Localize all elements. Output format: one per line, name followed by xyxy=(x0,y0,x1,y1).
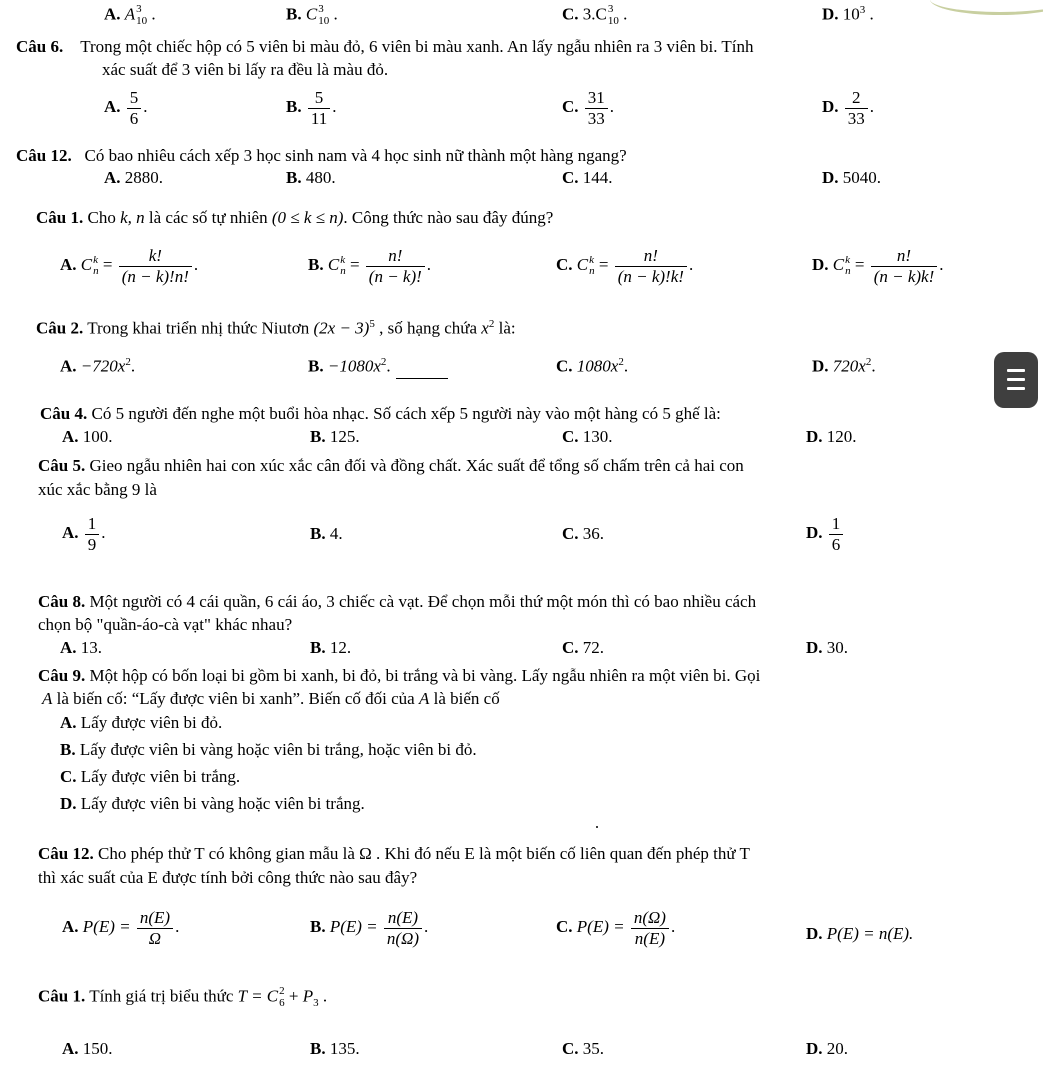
q6-option-c[interactable]: C. $\frac{31}{33}$ . xyxy=(562,88,615,128)
q8-option-a[interactable]: A. 13. xyxy=(60,638,103,657)
q12a-question: Câu 12. Có bao nhiêu cách xếp 3 học sinh nam và 4 học sinh nữ thành một hàng ngang? xyxy=(16,146,627,165)
q4-option-d[interactable]: D. 120. xyxy=(806,427,857,446)
q6-option-b[interactable]: B. $\frac{5}{11}$ . xyxy=(286,88,337,128)
q6-option-d[interactable]: D. $\frac{2}{33}$ . xyxy=(822,88,875,128)
stray-dot xyxy=(596,826,598,828)
q5-question: Câu 5. Gieo ngẫu nhiên hai con xúc xắc cân đối và đồng chất. Xác suất để tổng số chấm trên cả hai con xyxy=(38,456,744,475)
top-option-d: D. $10^3$ . xyxy=(822,4,874,24)
q1a-question: Câu 1. Cho k, n là các số tự nhiên (0 ≤ k ≤ n). Công thức nào sau đây đúng? xyxy=(36,208,554,227)
q1a-option-b[interactable]: B. C k n = $\frac{n!}{(n - k)!}$ . xyxy=(308,246,432,286)
underline-mark xyxy=(396,378,448,379)
q12a-option-d[interactable]: D. 5040. xyxy=(822,168,882,187)
q8-option-c[interactable]: C. 72. xyxy=(562,638,605,657)
top-option-a: A. A 3 10 . xyxy=(104,3,156,27)
menu-icon[interactable] xyxy=(994,352,1038,408)
q12b-question-line2: thì xác suất của E được tính bởi công thức nào sau đây? xyxy=(38,868,418,887)
q12b-option-b[interactable]: B. P(E) = $\frac{n(E)}{n(\Omega)}$ . xyxy=(310,908,429,948)
q2-option-c[interactable]: C. $1080x^2$. xyxy=(556,356,629,376)
q12b-option-a[interactable]: A. P(E) = $\frac{n(E)}{\Omega}$ . xyxy=(62,908,180,948)
q4-question: Câu 4. Có 5 người đến nghe một buổi hòa nhạc. Số cách xếp 5 người này vào một hàng có 5 ghế là: xyxy=(40,404,721,423)
q6-question-line2: xác suất để 3 viên bi lấy ra đều là màu đỏ. xyxy=(102,60,389,79)
q12a-option-b[interactable]: B. 480. xyxy=(286,168,336,187)
q5-option-d[interactable]: D. $\frac{1}{6}$ xyxy=(806,514,845,554)
q1a-option-d[interactable]: D. C k n = $\frac{n!}{(n - k)k!}$ . xyxy=(812,246,944,286)
q8-question: Câu 8. Một người có 4 cái quần, 6 cái áo, 3 chiếc cà vạt. Để chọn mỗi thứ một món thì có bao nhiều cách xyxy=(38,592,757,611)
q4-option-b[interactable]: B. 125. xyxy=(310,427,360,446)
q8-option-d[interactable]: D. 30. xyxy=(806,638,849,657)
q12b-option-c[interactable]: C. P(E) = $\frac{n(\Omega)}{n(E)}$ . xyxy=(556,908,676,948)
q4-option-c[interactable]: C. 130. xyxy=(562,427,613,446)
q8-question-line2: chọn bộ "quần-áo-cà vạt" khác nhau? xyxy=(38,615,293,634)
q2-option-b[interactable]: B. $-1080x^2$. xyxy=(308,356,391,376)
q1b-option-b[interactable]: B. 135. xyxy=(310,1039,360,1058)
q12b-option-d[interactable]: D. P(E) = n(E). xyxy=(806,924,914,943)
q1b-option-c[interactable]: C. 35. xyxy=(562,1039,605,1058)
q2-option-d[interactable]: D. $720x^2$. xyxy=(812,356,876,376)
q2-question: Câu 2. Trong khai triển nhị thức Niutơn $(2x - 3)^5$ , số hạng chứa $x^2$ là: xyxy=(36,318,516,338)
q2-option-a[interactable]: A. $-720x^2$. xyxy=(60,356,136,376)
q9-question: Câu 9. Một hộp có bốn loại bi gồm bi xanh, bi đỏ, bi trắng và bi vàng. Lấy ngẫu nhiên ra một viên bi. Gọi xyxy=(38,666,761,685)
decorative-arc xyxy=(930,0,1043,15)
q12a-option-a[interactable]: A. 2880. xyxy=(104,168,164,187)
q12a-option-c[interactable]: C. 144. xyxy=(562,168,613,187)
q5-question-line2: xúc xắc bằng 9 là xyxy=(38,480,157,499)
q1a-option-a[interactable]: A. C k n = $\frac{k!}{(n - k)!n!}$ . xyxy=(60,246,199,286)
q1b-question: Câu 1. Tính giá trị biểu thức T = C 2 6 + $P_3$ . xyxy=(38,985,328,1009)
top-option-c: C. 3.C 3 10 . xyxy=(562,3,628,27)
q9-option-a[interactable]: A. Lấy được viên bi đỏ. xyxy=(60,713,223,732)
q1a-option-c[interactable]: C. C k n = $\frac{n!}{(n - k)!k!}$ . xyxy=(556,246,694,286)
q8-option-b[interactable]: B. 12. xyxy=(310,638,352,657)
q1b-option-a[interactable]: A. 150. xyxy=(62,1039,113,1058)
q4-option-a[interactable]: A. 100. xyxy=(62,427,113,446)
top-option-b: B. C 3 10 . xyxy=(286,3,338,27)
q9-option-b[interactable]: B. Lấy được viên bi vàng hoặc viên bi trắng, hoặc viên bi đỏ. xyxy=(60,740,477,759)
q5-option-c[interactable]: C. 36. xyxy=(562,524,605,543)
q6-question: Câu 6. Trong một chiếc hộp có 5 viên bi màu đỏ, 6 viên bi màu xanh. An lấy ngẫu nhiên ra 3 viên bi. Tính xyxy=(16,37,754,56)
q9-option-d[interactable]: D. Lấy được viên bi vàng hoặc viên bi trắng. xyxy=(60,794,365,813)
q12b-question: Câu 12. Cho phép thử T có không gian mẫu là Ω . Khi đó nếu E là một biến cố liên quan đến phép thử T xyxy=(38,844,750,863)
q9-question-line2: A là biến cố: “Lấy được viên bi xanh”. Biến cố đối của A là biến cố xyxy=(42,689,500,708)
q5-option-b[interactable]: B. 4. xyxy=(310,524,343,543)
q9-option-c[interactable]: C. Lấy được viên bi trắng. xyxy=(60,767,241,786)
q6-option-a[interactable]: A. $\frac{5}{6}$ . xyxy=(104,88,148,128)
q5-option-a[interactable]: A. $\frac{1}{9}$ . xyxy=(62,514,106,554)
q1b-option-d[interactable]: D. 20. xyxy=(806,1039,849,1058)
